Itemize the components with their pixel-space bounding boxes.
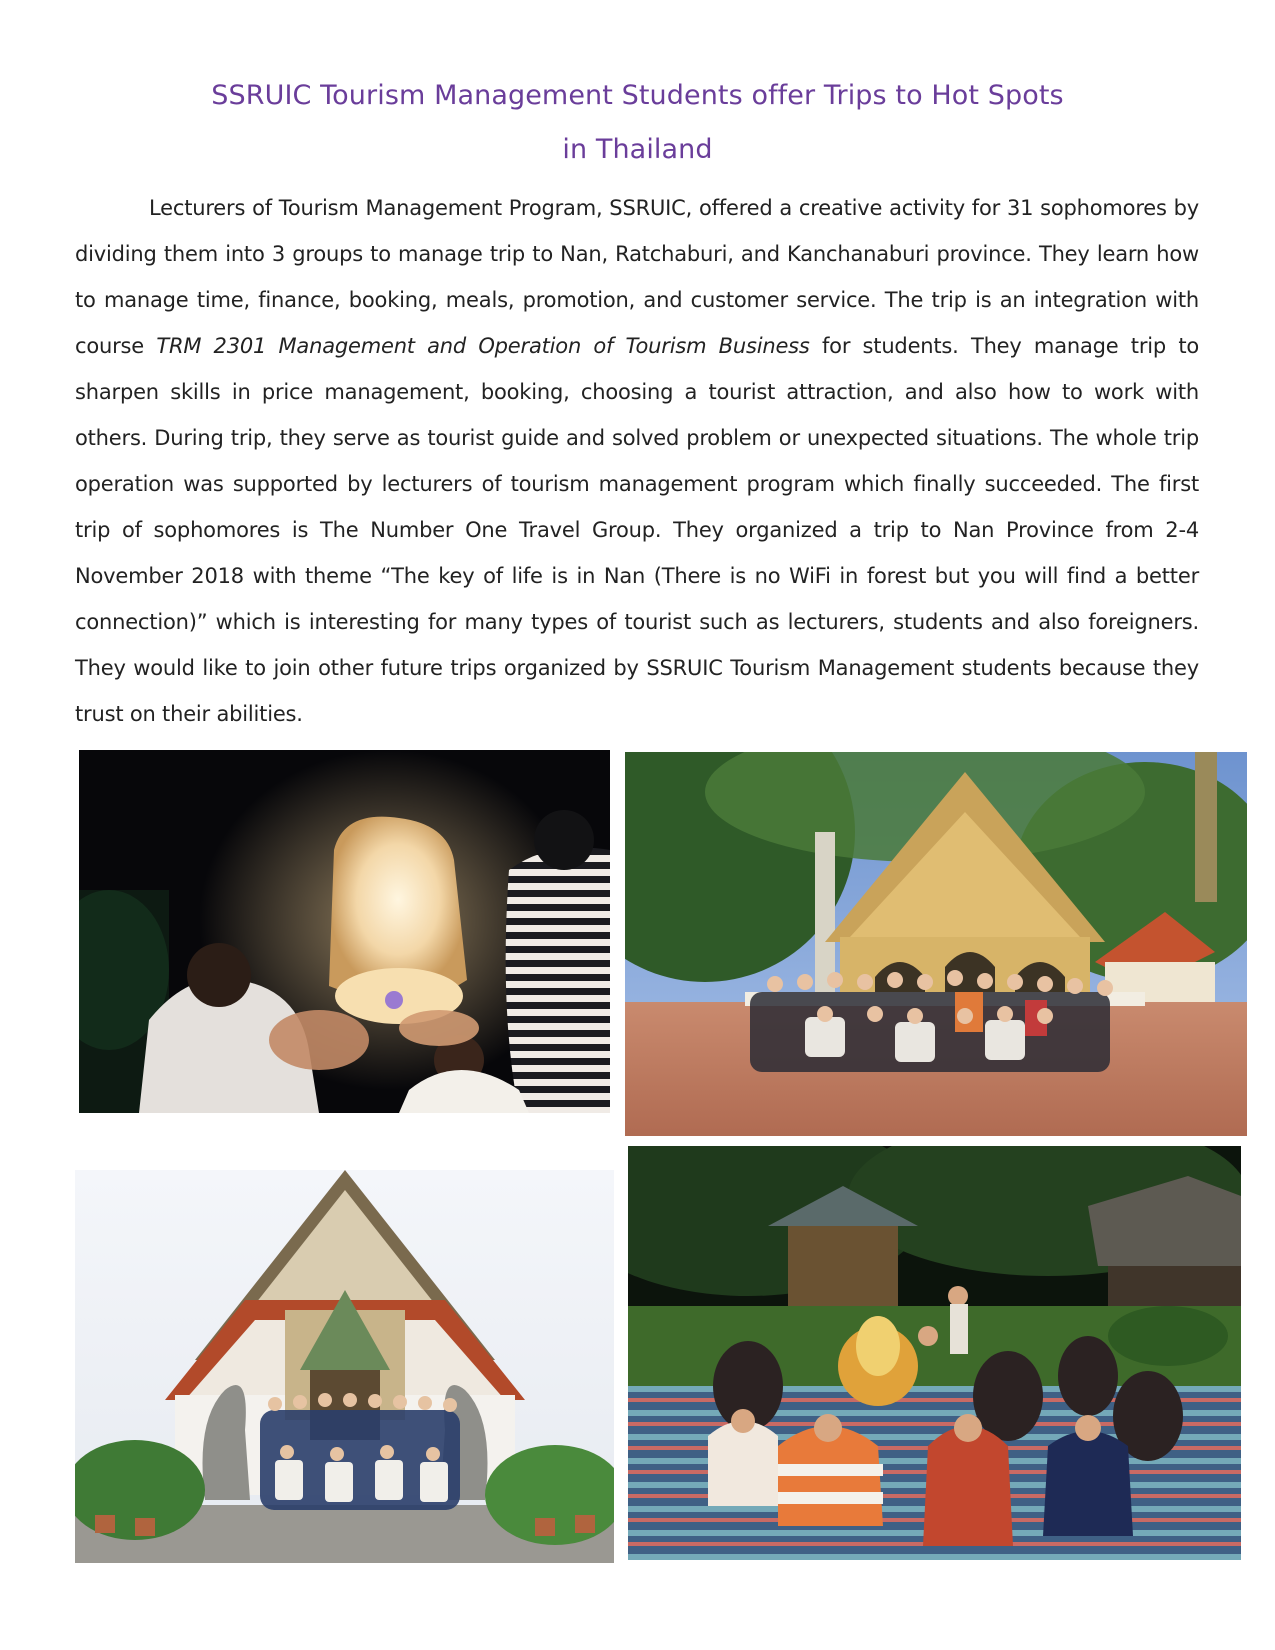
photo-night-ceremony bbox=[628, 1146, 1241, 1560]
photo-white-temple-group bbox=[75, 1170, 614, 1563]
article-body bbox=[75, 185, 1199, 737]
article-body-part-2: for students. They manage trip to sharpen skills in price management, booking, choosing a tourist attraction, and also how to work with others. During trip, they serve as tourist guide and solved problem or unexpected situations. The whole trip operation was supported by lecturers of tourism management program which finally succeeded. The first trip of sophomores is The Number One Travel Group. They organized a trip to Nan Province from 2-4 November 2018 with theme “The key of life is in Nan (There is no WiFi in forest but you will find a better connection)” which is interesting for many types of tourist such as lecturers, students and also foreigners. They would like to join other future trips organized by SSRUIC Tourism Management students because they trust on their abilities. bbox=[75, 334, 1200, 726]
article-title-line-1: SSRUIC Tourism Management Students offer Trips to Hot Spots bbox=[211, 80, 1064, 111]
article-body-part-1: Lecturers of Tourism Management Program, SSRUIC, offered a creative activity for 31 sophomores by dividing them into 3 groups to manage trip to Nan, Ratchaburi, and Kanchanaburi province. They learn how to manage time, finance, booking, meals, promotion, and customer service. The trip is an integration with course bbox=[75, 196, 1199, 358]
photo-sky-lantern bbox=[79, 750, 610, 1113]
photo-golden-temple-group bbox=[625, 752, 1247, 1136]
course-name: TRM 2301 Management and Operation of Tourism Business bbox=[156, 334, 810, 358]
article-title-line-2: in Thailand bbox=[562, 134, 713, 165]
